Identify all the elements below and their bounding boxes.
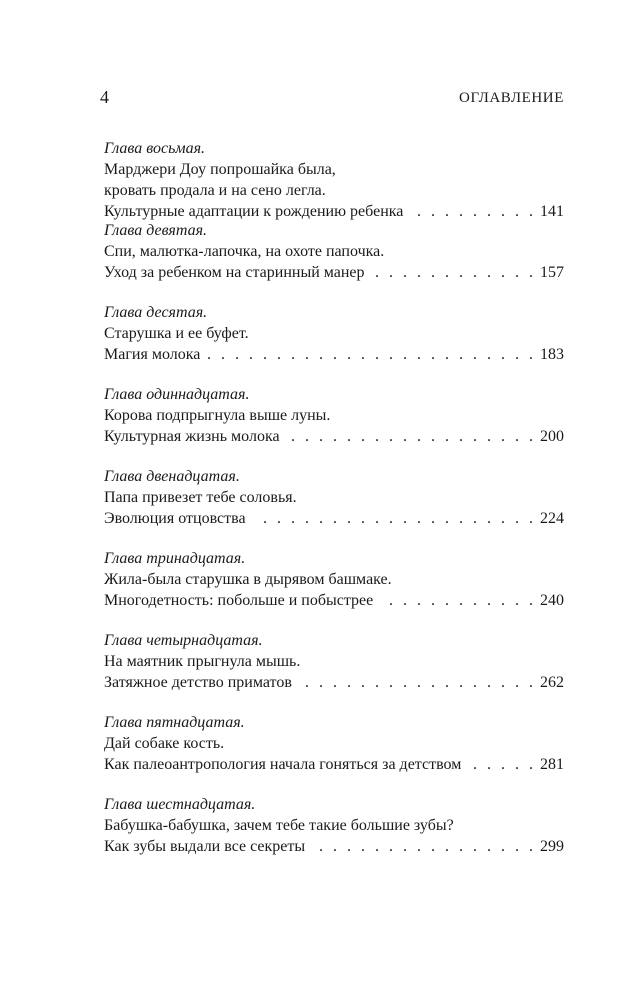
chapter-epigraph-line: Спи, малютка-лапочка, на охоте папочка. bbox=[104, 243, 385, 260]
entry-page-number: 299 bbox=[540, 838, 564, 855]
chapter-label: Глава десятая. bbox=[104, 304, 208, 321]
entry-page-number: 240 bbox=[540, 592, 564, 609]
entry-title: Многодетность: побольше и побыстрее bbox=[104, 592, 374, 609]
chapter-epigraph-line: Корова подпрыгнула выше луны. bbox=[104, 407, 331, 424]
toc-chapter-9 bbox=[104, 220, 564, 302]
toc-chapter-14 bbox=[104, 630, 564, 712]
chapter-epigraph-line: Бабушка-бабушка, зачем тебе такие большие зубы? bbox=[104, 817, 454, 834]
toc-entry[interactable] bbox=[104, 672, 564, 693]
chapter-epigraph-line: Жила-была старушка в дырявом башмаке. bbox=[104, 571, 392, 588]
dot-leader bbox=[298, 672, 536, 693]
toc-chapter-12 bbox=[104, 466, 564, 548]
toc-chapter-10 bbox=[104, 302, 564, 384]
toc-entry[interactable] bbox=[104, 262, 564, 283]
chapter-epigraph-line: Старушка и ее буфет. bbox=[104, 325, 249, 342]
toc-entry[interactable] bbox=[104, 836, 564, 857]
entry-page-number: 200 bbox=[540, 428, 564, 445]
chapter-epigraph-line: Дай собаке кость. bbox=[104, 735, 225, 752]
chapter-label: Глава тринадцатая. bbox=[104, 550, 246, 567]
entry-page-number: 157 bbox=[540, 264, 564, 281]
chapter-label: Глава шестнадцатая. bbox=[104, 796, 256, 813]
entry-page-number: 141 bbox=[540, 203, 564, 220]
toc-entry[interactable] bbox=[104, 508, 564, 529]
chapter-label: Глава девятая. bbox=[104, 222, 208, 239]
toc-entry[interactable] bbox=[104, 201, 564, 222]
dot-leader bbox=[311, 836, 536, 857]
entry-page-number: 281 bbox=[540, 756, 564, 773]
entry-page-number: 224 bbox=[540, 510, 564, 527]
entry-title: Эволюция отцовства bbox=[104, 510, 246, 527]
toc-entry[interactable] bbox=[104, 426, 564, 447]
toc-chapter-13 bbox=[104, 548, 564, 630]
dot-leader bbox=[409, 201, 536, 222]
toc-chapter-16 bbox=[104, 794, 564, 876]
page-number: 4 bbox=[100, 87, 109, 107]
entry-title: Затяжное детство приматов bbox=[104, 674, 292, 691]
chapter-epigraph-line: Марджери Доу попрошайка была, bbox=[104, 161, 336, 178]
dot-leader bbox=[286, 426, 536, 447]
dot-leader bbox=[379, 590, 536, 611]
entry-title: Уход за ребенком на старинный манер bbox=[104, 264, 365, 281]
entry-title: Культурные адаптации к рождению ребенка bbox=[104, 203, 404, 220]
running-head: ОГЛАВЛЕНИЕ bbox=[459, 90, 564, 106]
chapter-label: Глава восьмая. bbox=[104, 140, 206, 157]
chapter-label: Глава четырнадцатая. bbox=[104, 632, 263, 649]
toc-chapter-11 bbox=[104, 384, 564, 466]
dot-leader bbox=[206, 344, 536, 365]
toc-entry[interactable] bbox=[104, 590, 564, 611]
toc-entry[interactable] bbox=[104, 344, 564, 365]
entry-page-number: 183 bbox=[540, 346, 564, 363]
entry-page-number: 262 bbox=[540, 674, 564, 691]
chapter-epigraph-line: кровать продала и на сено легла. bbox=[104, 182, 326, 199]
toc-chapter-15 bbox=[104, 712, 564, 794]
toc-entry[interactable] bbox=[104, 754, 564, 775]
toc-chapter-8 bbox=[104, 138, 564, 220]
table-of-contents bbox=[104, 138, 564, 876]
entry-title: Культурная жизнь молока bbox=[104, 428, 280, 445]
chapter-label: Глава двенадцатая. bbox=[104, 468, 240, 485]
dot-leader bbox=[371, 262, 536, 283]
chapter-label: Глава пятнадцатая. bbox=[104, 714, 245, 731]
dot-leader bbox=[252, 508, 536, 529]
entry-title: Как зубы выдали все секреты bbox=[104, 838, 306, 855]
chapter-label: Глава одиннадцатая. bbox=[104, 386, 250, 403]
entry-title: Как палеоантропология начала гоняться за детством bbox=[104, 756, 462, 773]
dot-leader bbox=[467, 754, 536, 775]
entry-title: Магия молока bbox=[104, 346, 201, 363]
chapter-epigraph-line: Папа привезет тебе соловья. bbox=[104, 489, 297, 506]
chapter-epigraph-line: На маятник прыгнула мышь. bbox=[104, 653, 301, 670]
